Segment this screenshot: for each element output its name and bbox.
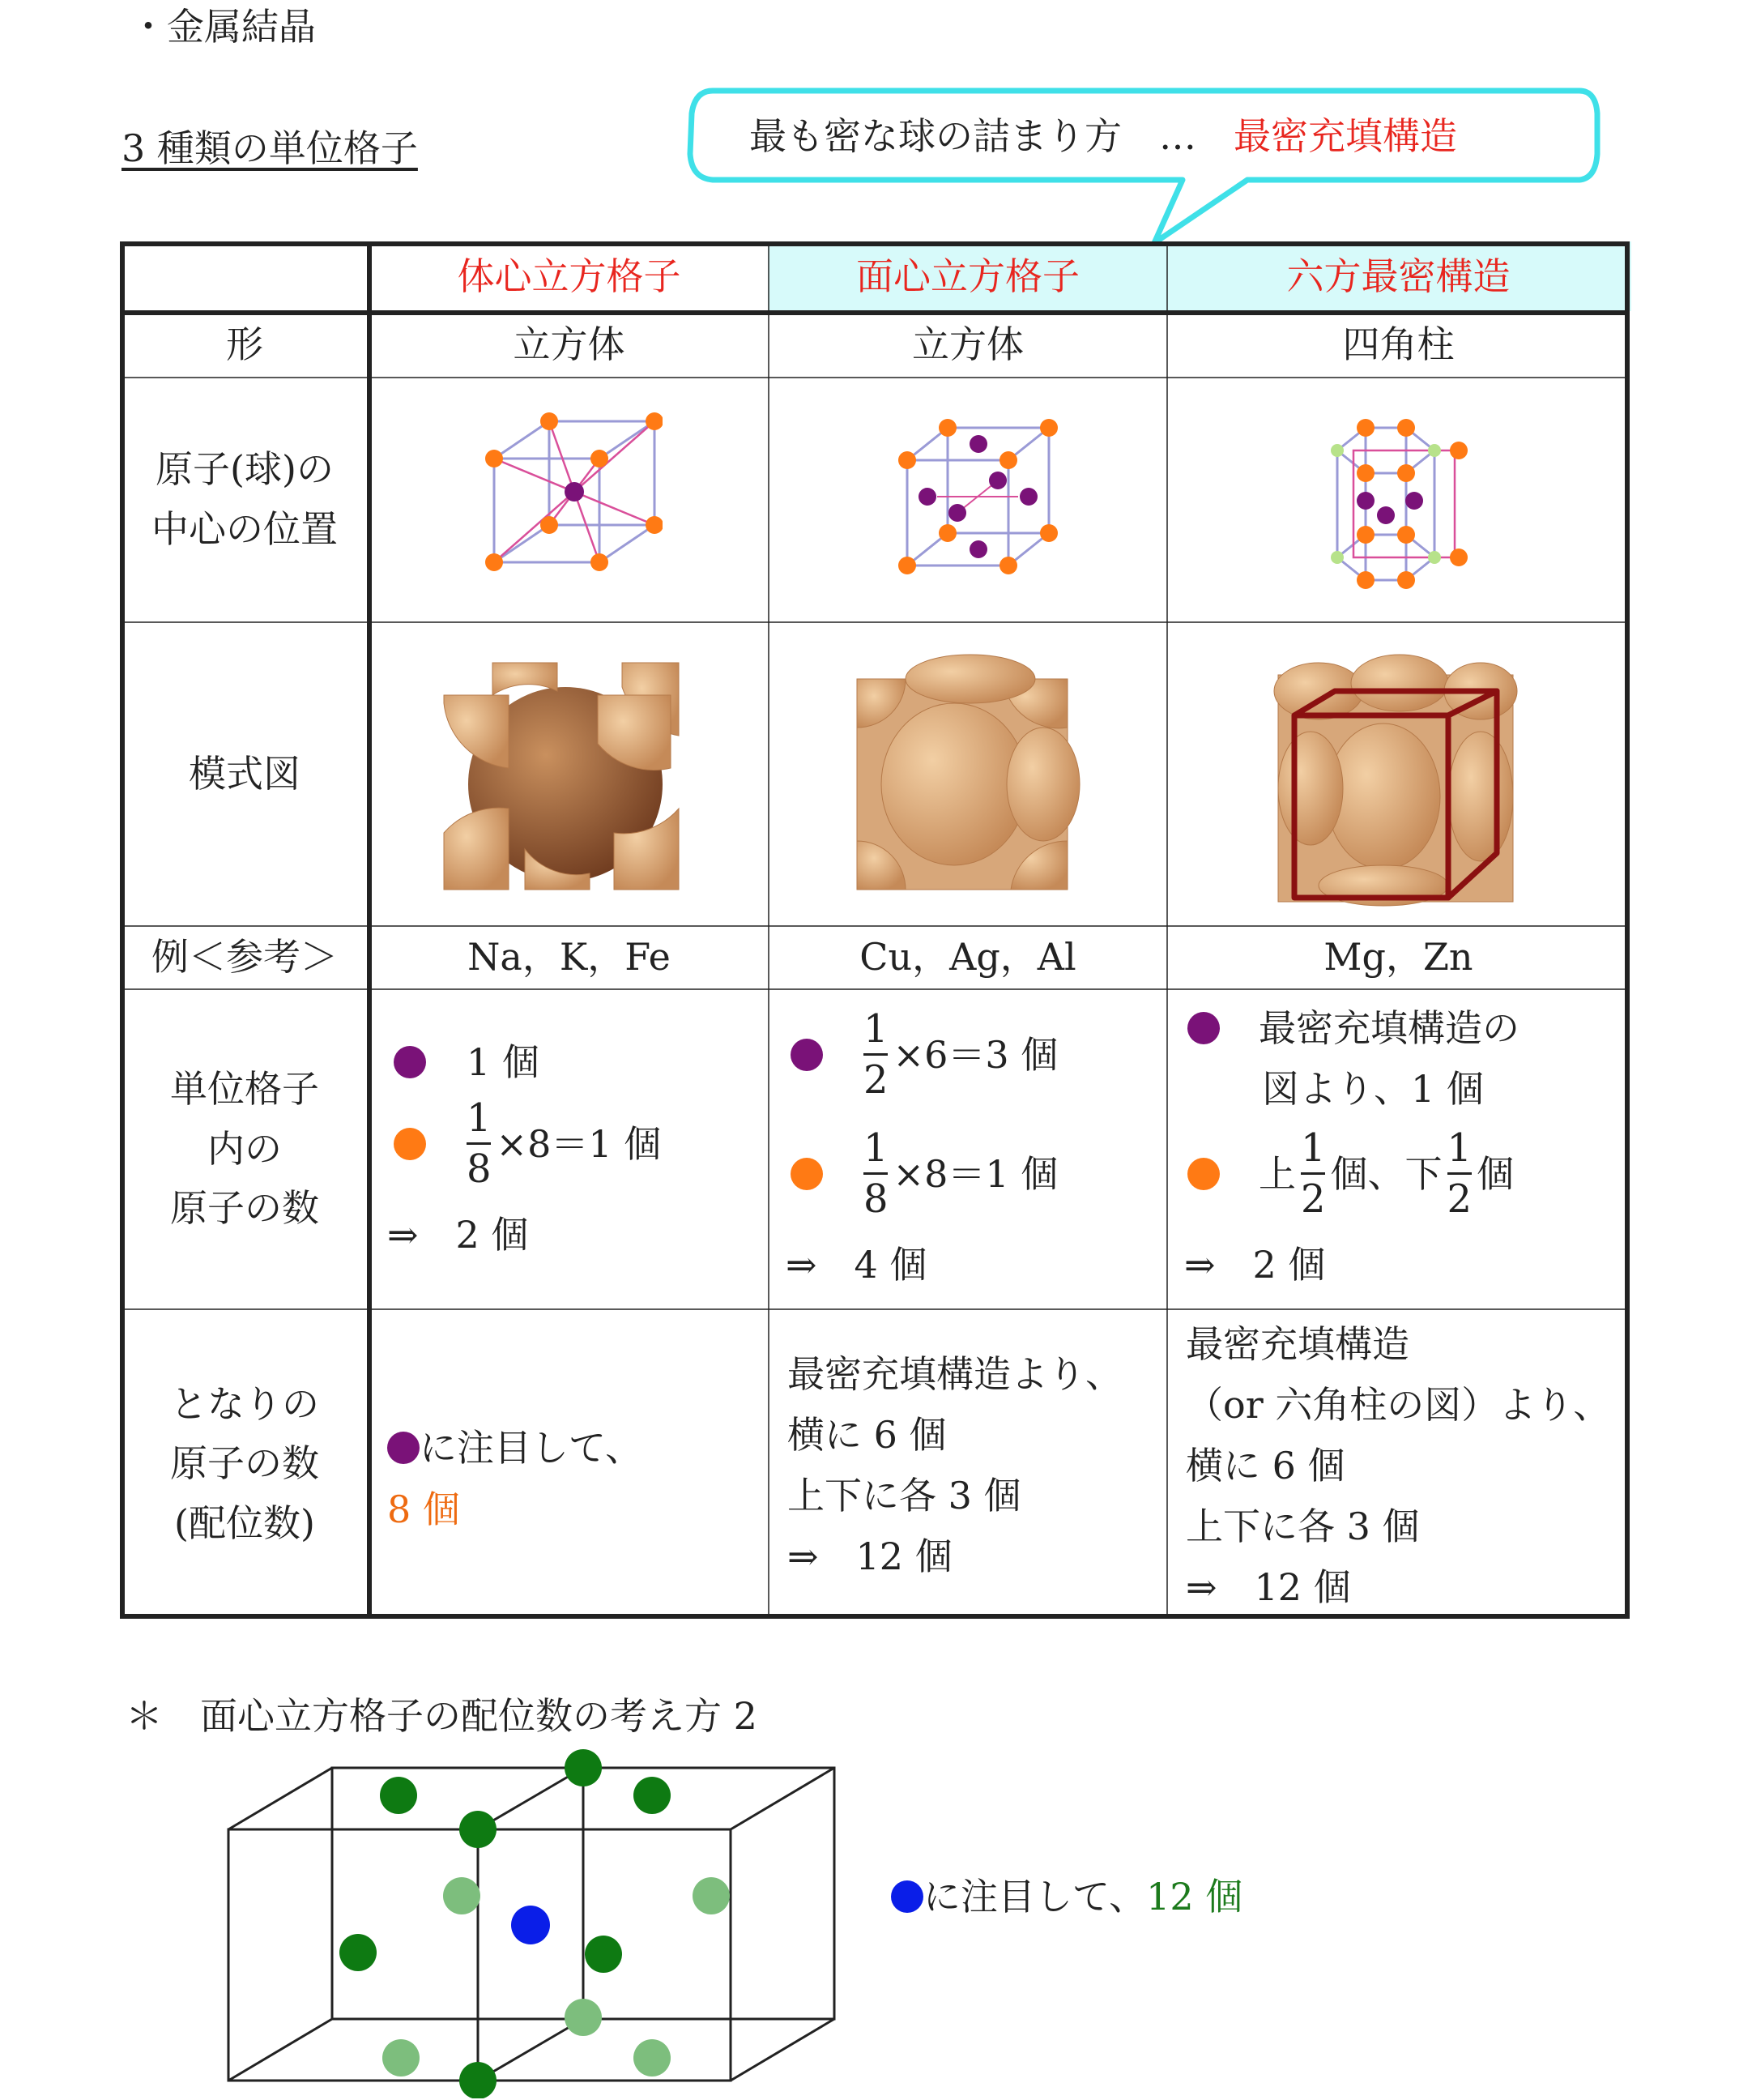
row-label-count: 単位格子 内の 原子の数 bbox=[170, 1067, 319, 1231]
shape-bcc: 立方体 bbox=[513, 322, 625, 367]
fcc-model-image bbox=[841, 647, 1100, 906]
fcc-coord-line2: 横に 6 個 bbox=[787, 1413, 947, 1457]
subheading: 3 種類の単位格子 bbox=[121, 126, 418, 170]
hcp-purple-line1: 最密充填構造の bbox=[1259, 1006, 1519, 1050]
hcp-coord-line5: ⇒ 12 個 bbox=[1186, 1565, 1351, 1609]
col-header-fcc: 面心立方格子 bbox=[856, 254, 1080, 299]
note-caption-text: に注目して、 bbox=[923, 1875, 1147, 1919]
fcc-count-orange bbox=[791, 1125, 1059, 1222]
fcc-count-purple bbox=[791, 1006, 1059, 1103]
hcp-count-total: ⇒ 2 個 bbox=[1184, 1243, 1326, 1287]
fcc-orange-text: ×8＝1 個 bbox=[893, 1151, 1059, 1196]
fcc-count-total: ⇒ 4 個 bbox=[786, 1243, 927, 1287]
hcp-lower: 個、下 bbox=[1330, 1151, 1443, 1196]
bcc-coord-line1 bbox=[387, 1426, 643, 1470]
row-label-position: 原子(球)の 中心の位置 bbox=[151, 447, 338, 551]
hcp-coord-line1: 最密充填構造 bbox=[1186, 1322, 1409, 1366]
hcp-coord-line4: 上下に各 3 個 bbox=[1186, 1505, 1420, 1548]
fcc-coord-line3: 上下に各 3 個 bbox=[787, 1474, 1021, 1517]
fcc-coord-line4: ⇒ 12 個 bbox=[787, 1534, 953, 1578]
orange-dot bbox=[1187, 1158, 1220, 1190]
bcc-coord-line2: 8 個 bbox=[387, 1488, 460, 1531]
row-label-shape: 形 bbox=[226, 322, 263, 367]
frac-num: 1 bbox=[863, 1006, 889, 1052]
frac-num: 1 bbox=[1301, 1125, 1326, 1171]
bcc-count-orange bbox=[394, 1095, 662, 1192]
bcc-coord-text: に注目して、 bbox=[420, 1426, 643, 1470]
callout-main: 最も密な球の詰まり方 … bbox=[749, 114, 1234, 158]
row-label-model: 模式図 bbox=[189, 751, 300, 796]
bcc-orange-text: ×8＝1 個 bbox=[496, 1121, 662, 1166]
purple-dot bbox=[1187, 1012, 1220, 1044]
fraction bbox=[1447, 1125, 1473, 1222]
example-fcc: Cu，Ag，Al bbox=[859, 935, 1076, 980]
frac-den: 2 bbox=[1301, 1176, 1326, 1222]
row-label-coordination: となりの 原子の数 (配位数) bbox=[170, 1381, 319, 1545]
shape-hcp: 四角柱 bbox=[1342, 322, 1455, 367]
hcp-coord-line3: 横に 6 個 bbox=[1186, 1444, 1345, 1488]
bcc-count-total: ⇒ 2 個 bbox=[387, 1213, 529, 1257]
lattice-table bbox=[120, 241, 1630, 1619]
bcc-lattice-diagram bbox=[484, 412, 663, 590]
fcc-coord-line1: 最密充填構造より、 bbox=[787, 1352, 1123, 1396]
section-heading: ・金属結晶 bbox=[130, 5, 316, 49]
frac-den: 2 bbox=[1447, 1176, 1473, 1222]
hcp-purple-line2: 図より、1 個 bbox=[1262, 1067, 1484, 1111]
frac-num: 1 bbox=[863, 1125, 889, 1171]
col-header-bcc: 体心立方格子 bbox=[457, 254, 681, 299]
fcc-coordination-diagram bbox=[219, 1742, 842, 2098]
hcp-count-orange bbox=[1187, 1125, 1515, 1222]
orange-dot bbox=[791, 1158, 823, 1190]
note-title: ＊ 面心立方格子の配位数の考え方 2 bbox=[126, 1694, 757, 1738]
note-caption-count: 12 個 bbox=[1146, 1875, 1243, 1919]
example-hcp: Mg，Zn bbox=[1323, 935, 1473, 980]
example-bcc: Na，K，Fe bbox=[467, 935, 671, 980]
blue-dot bbox=[891, 1880, 923, 1913]
callout-highlight: 最密充填構造 bbox=[1234, 114, 1457, 158]
frac-num: 1 bbox=[467, 1095, 492, 1141]
orange-dot bbox=[394, 1128, 426, 1160]
bcc-count-purple bbox=[394, 1040, 539, 1084]
hcp-lattice-diagram bbox=[1321, 412, 1483, 598]
col-header-hcp: 六方最密構造 bbox=[1286, 254, 1511, 299]
fcc-purple-text: ×6＝3 個 bbox=[893, 1032, 1059, 1077]
purple-dot bbox=[791, 1039, 823, 1071]
fraction bbox=[467, 1095, 492, 1192]
hcp-coord-line2: （or 六角柱の図）より、 bbox=[1186, 1383, 1611, 1427]
hcp-count-purple bbox=[1187, 1006, 1519, 1050]
frac-den: 8 bbox=[863, 1176, 889, 1222]
shape-fcc: 立方体 bbox=[912, 322, 1024, 367]
hcp-upper: 上 bbox=[1259, 1151, 1296, 1196]
hcp-unit: 個 bbox=[1477, 1151, 1515, 1196]
frac-den: 8 bbox=[467, 1146, 492, 1192]
fcc-lattice-diagram bbox=[897, 412, 1059, 590]
fraction bbox=[1301, 1125, 1326, 1222]
frac-num: 1 bbox=[1447, 1125, 1473, 1171]
bcc-model-image bbox=[436, 647, 695, 906]
frac-den: 2 bbox=[863, 1057, 889, 1103]
bcc-purple-text: 1 個 bbox=[467, 1040, 539, 1084]
purple-dot bbox=[387, 1432, 420, 1464]
callout-text bbox=[749, 114, 1457, 158]
callout-bubble bbox=[680, 81, 1604, 259]
note-caption bbox=[891, 1875, 1243, 1919]
fraction bbox=[863, 1125, 889, 1222]
purple-dot bbox=[394, 1046, 426, 1078]
fraction bbox=[863, 1006, 889, 1103]
hcp-model-image bbox=[1262, 642, 1529, 910]
row-label-example: 例＜参考＞ bbox=[151, 935, 338, 980]
